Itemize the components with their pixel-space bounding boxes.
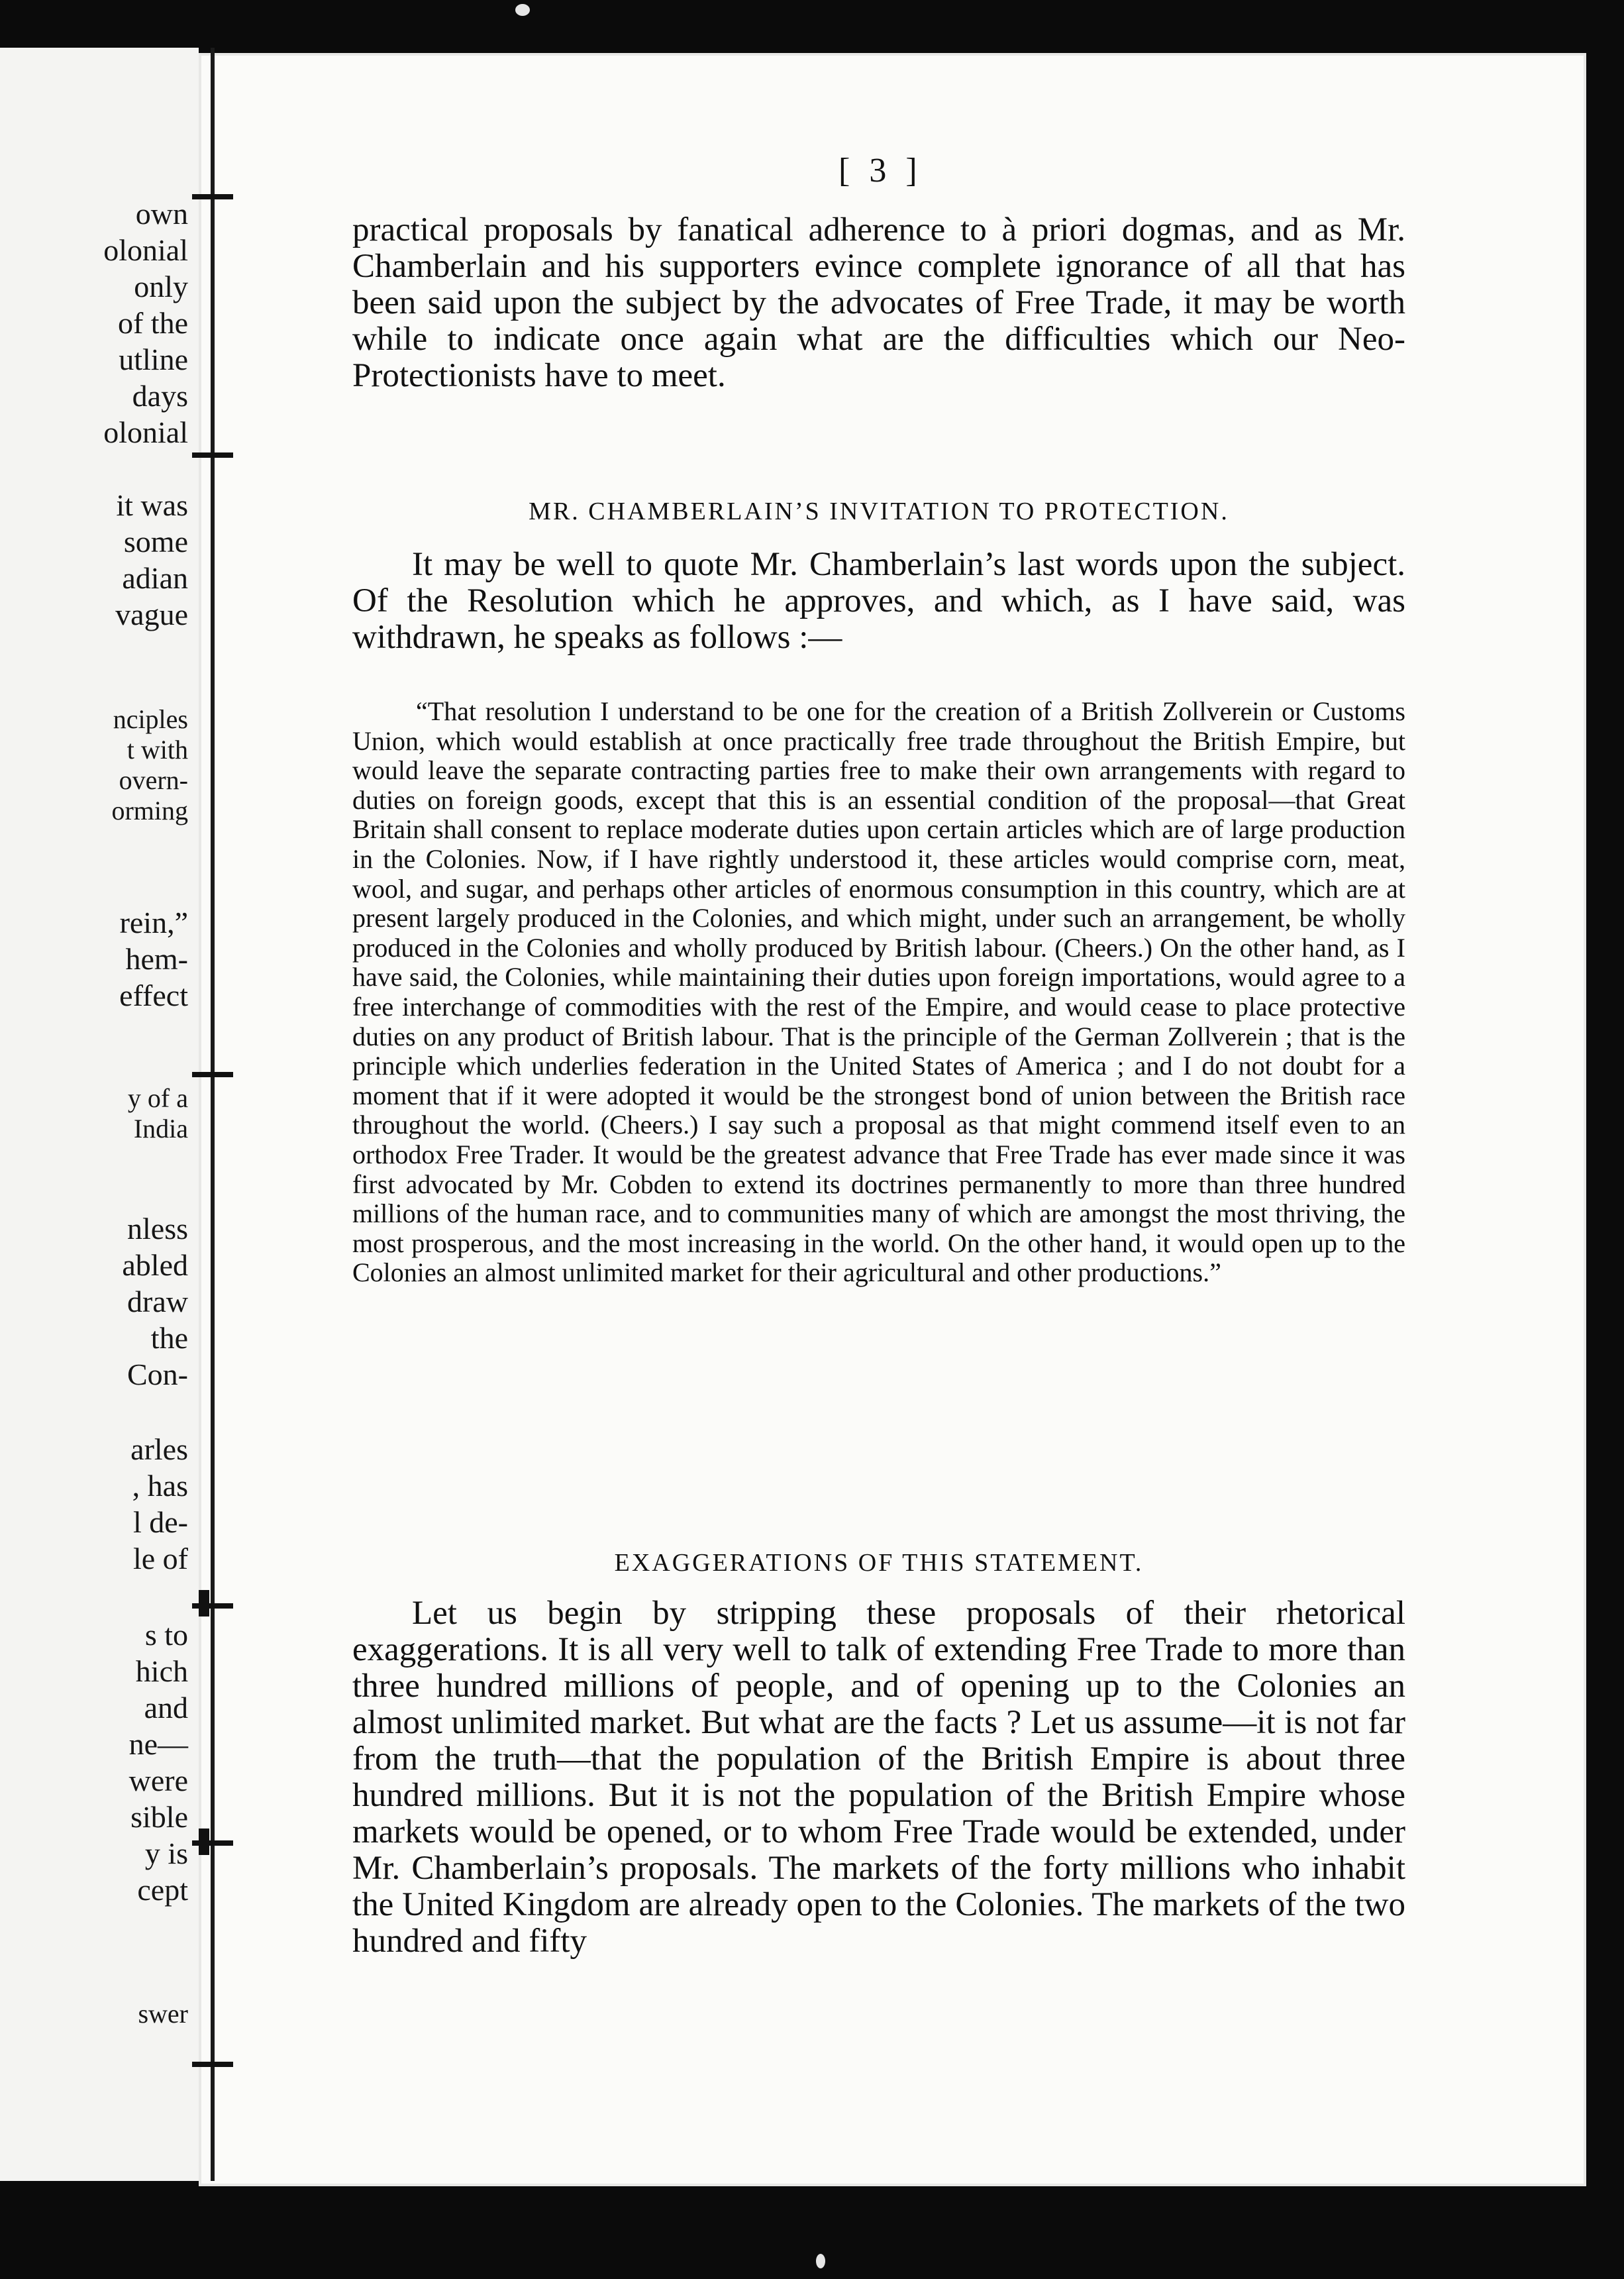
facing-page-line: of the [117,306,188,340]
facing-page-line: cept [137,1873,188,1907]
facing-page-line: overn- [119,765,188,795]
facing-page-line: ne— [128,1727,188,1761]
opening-paragraph: practical proposals by fanatical adherence to à priori dogmas, and as Mr. Chamberlain and his supporters evince complete ignorance of all that has been said upon the subject by the advocates of Free Trade, it may be worth while to indicate once again what are the difficulties which our Neo-Protectionists have to meet. [352,211,1405,394]
facing-page-line: own [135,197,188,231]
facing-page-line: vague [115,598,188,631]
facing-page-line: draw [127,1285,188,1318]
facing-page-line: arles [130,1432,188,1466]
facing-page-line: abled [122,1248,188,1282]
facing-page-line: swer [138,1999,188,2029]
binding-stitch [192,194,233,199]
block-quotation: “That resolution I understand to be one for the creation of a British Zollverein or Customs Union, which would establish at once practically free trade throughout the British Empire, but would leave the separate contracting parties free to make their own arrangements with regard to duties on foreign goods, except that this is an essential condition of the proposal—that Great Britain shall consent to replace moderate duties upon certain articles which are of large production in the Colonies. Now, if I have rightly understood it, these articles would comprise corn, meat, wool, and sugar, and perhaps other articles of enormous consumption in this country, which are at present largely produced in the Colonies, and which might, under such an arrangement, be wholly produced in the Colonies and wholly produced by British labour. (Cheers.) On the other hand, as I have said, the Colonies, while maintaining their duties upon foreign importations, would agree to a free interchange of commodities with the rest of the Empire, and would cease to place protective duties on any product of British labour. That is the principle of the German Zollverein ; that is the principle which underlies federation in the United States of America ; and I do not doubt for a moment that if it were adopted it would be the strongest bond of union between the British race throughout the world. (Cheers.) I say such a proposal as that might commend itself even to an orthodox Free Trader. It would be the greatest advance that Free Trade has ever made since it was first advocated by Mr. Cobden to extend its doctrines permanently to more than three hundred millions of the human race, and to communities many of which are amongst the most thriving, the most prosperous, and the most increasing in the world. On the other hand, it would open up to the Colonies an almost unlimited market for their agricultural and other productions.” [352,696,1405,1288]
facing-page-line: orming [111,796,188,825]
facing-page-line: olonial [103,233,188,267]
facing-page-line: some [123,525,188,558]
facing-page-line: s to [144,1618,188,1652]
section-heading: EXAGGERATIONS OF THIS STATEMENT. [614,1549,1144,1577]
facing-page-line: nciples [113,704,188,734]
body-paragraph: Let us begin by stripping these proposals of their rhetorical exaggerations. It is all very well to talk of extending Free Trade to more than three hundred millions of people, and of opening up to the Colonies an almost unlimited market. But what are the facts ? Let us assume—it is not far from the truth—that the population of the British Empire is about three hundred millions. But it is not the population of the British Empire whose markets would be opened, or to whom Free Trade would be extended, under Mr. Chamberlain’s proposals. The markets of the forty millions who inhabit the United Kingdom are already open to the Colonies. The markets of the two hundred and fifty [352,1595,1405,1960]
facing-page-line: rein,” [119,906,188,939]
scan-speck [816,2254,825,2268]
facing-page-line: hich [135,1654,188,1688]
facing-page-line: it was [116,488,188,522]
facing-page-line: and [144,1691,188,1724]
facing-page-line: effect [119,979,188,1012]
facing-page-line: sible [130,1800,188,1834]
facing-page-line: nless [127,1212,188,1246]
facing-page-line: y of a [127,1083,188,1113]
section-heading: MR. CHAMBERLAIN’S INVITATION TO PROTECTION. [529,498,1229,525]
binding-thread [199,1828,209,1855]
binding-stitch [192,1072,233,1077]
body-paragraph: It may be well to quote Mr. Chamberlain’s last words upon the subject. Of the Resolution which he approves, and which, as I have said, was withdrawn, he speaks as follows :— [352,546,1405,656]
facing-page-line: le of [132,1542,188,1575]
facing-page-line: only [134,270,188,303]
page-number: [ 3 ] [838,152,923,189]
facing-page [0,48,199,2181]
facing-page-line: Con- [127,1357,188,1391]
facing-page-line: y is [144,1836,188,1870]
binding-stitch [192,2062,233,2067]
facing-page-line: India [133,1114,188,1143]
facing-page-line: utline [119,343,188,376]
facing-page-line: the [150,1321,188,1355]
binding-thread [199,1590,209,1616]
facing-page-line: l de- [132,1505,188,1539]
facing-page-line: adian [122,561,188,595]
book-spine [211,48,215,2181]
facing-page-line: olonial [103,415,188,449]
binding-stitch [192,452,233,458]
facing-page-line: days [132,379,188,413]
scan-speck [515,4,530,16]
facing-page-line: were [128,1764,188,1797]
facing-page-line: , has [132,1469,188,1503]
facing-page-line: t with [127,735,188,765]
facing-page-line: hem- [125,942,188,976]
